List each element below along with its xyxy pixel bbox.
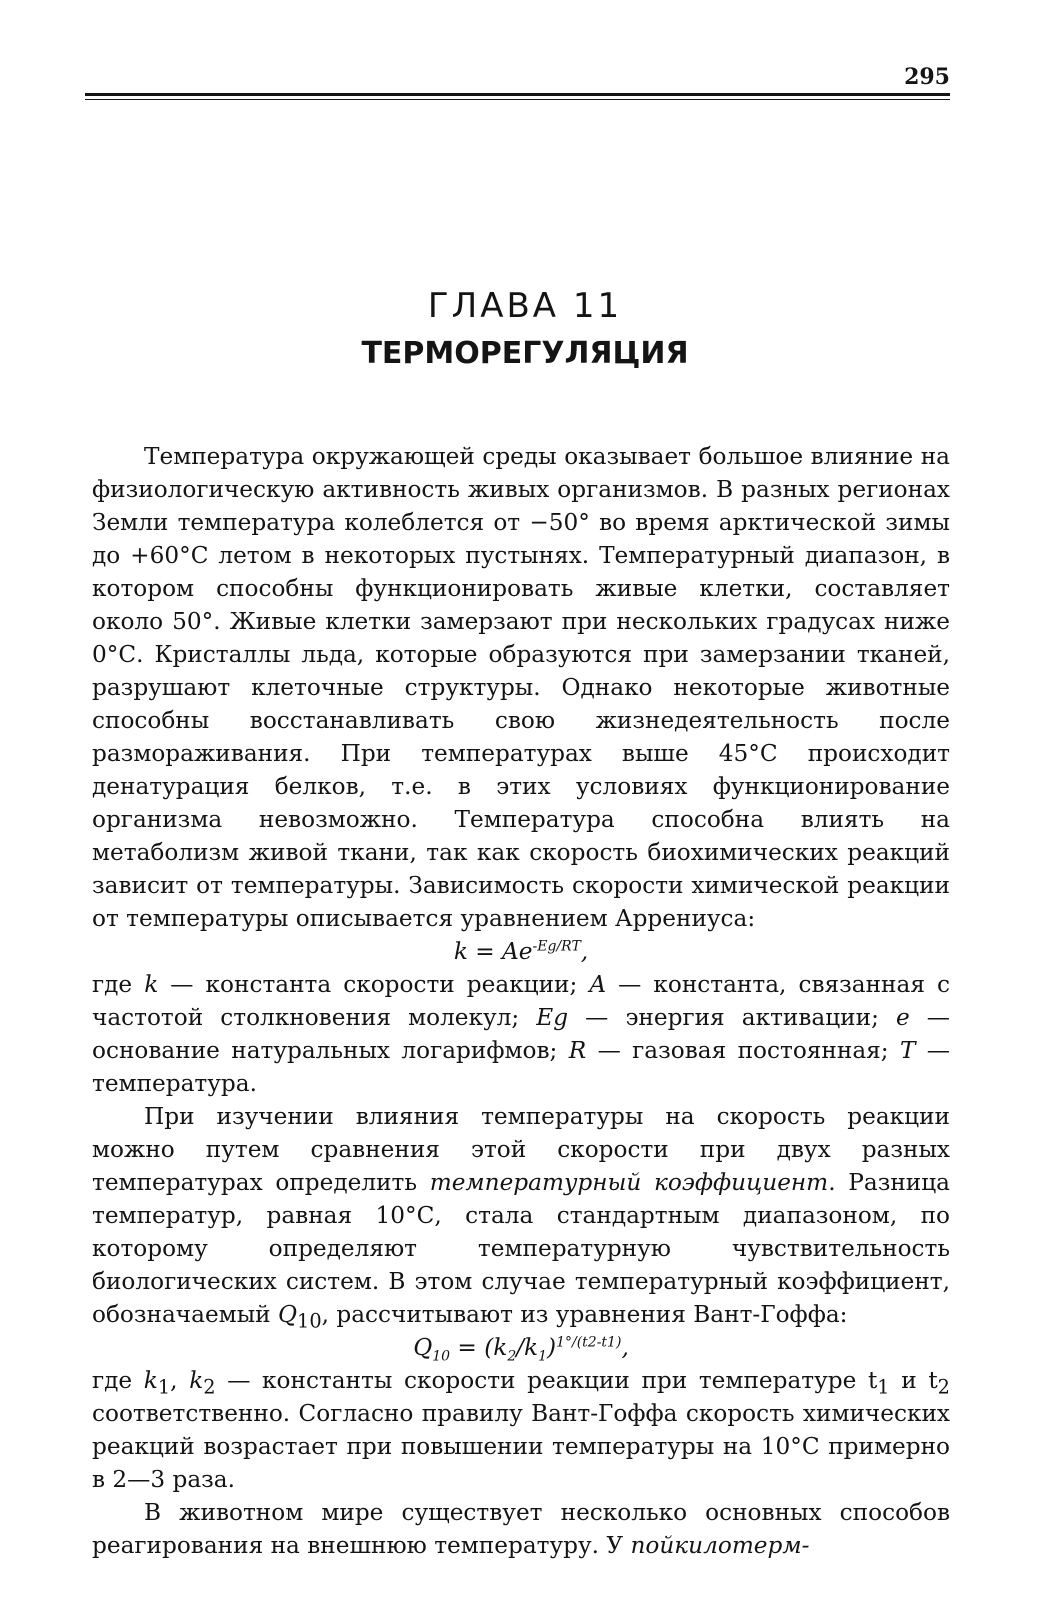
formula-k1: k	[524, 1334, 539, 1361]
text-span: где	[92, 1367, 144, 1394]
text-span: — энергия активации;	[568, 1004, 896, 1031]
page-number: 295	[904, 64, 950, 90]
subscript: 1	[538, 1348, 548, 1365]
subscript: 2	[507, 1348, 517, 1365]
paragraph-definitions	[92, 968, 950, 1100]
arrhenius-formula	[92, 935, 950, 968]
vant-hoff-formula	[92, 1331, 950, 1364]
text-span: соответственно. Согласно правилу Вант-Гоффа скорость химических реакций возрастает при повышении температуры на 10°С примерно в 2—3 раза.	[92, 1400, 950, 1493]
subscript: 10	[297, 1309, 322, 1333]
formula-tail: ,	[580, 938, 589, 965]
var-t: T	[899, 1037, 916, 1064]
subscript: 1	[877, 1375, 890, 1399]
subscript: 2	[203, 1375, 216, 1399]
text-span: — константа скорости реакции;	[158, 971, 590, 998]
formula-text: /	[516, 1334, 525, 1361]
text-span: — константы скорости реакции при температуре t	[215, 1367, 878, 1394]
text-span: — константа, связанная с частотой столкновения молекул;	[92, 971, 950, 1031]
text-span: ,	[170, 1367, 190, 1394]
header-rule-thin	[85, 99, 950, 100]
subscript: 2	[937, 1375, 950, 1399]
formula-exponent: 1°/(t2-t1)	[556, 1334, 622, 1351]
formula-text: )	[547, 1334, 557, 1361]
var-e: e	[895, 1004, 910, 1031]
paragraph-vant-hoff-rule	[92, 1364, 950, 1496]
var-a: A	[589, 971, 607, 998]
formula-text: = (	[450, 1334, 494, 1361]
formula-k2: k	[493, 1334, 508, 1361]
emphasis-term: температурный коэффициент	[429, 1169, 829, 1196]
var-eg: Eg	[536, 1004, 569, 1031]
chapter-title: ТЕРМОРЕГУЛЯЦИЯ	[361, 336, 689, 371]
var-k2: k	[189, 1367, 204, 1394]
subscript: 1	[157, 1375, 171, 1399]
header-rule	[85, 93, 950, 96]
chapter-label: ГЛАВА 11	[427, 286, 623, 326]
var-k1: k	[143, 1367, 158, 1394]
formula-tail: ,	[621, 1334, 629, 1361]
body-text	[92, 440, 950, 1562]
text-span: . Разница температур, равная 10°С, стала стандартным диапазоном, по которому определяют температурную чувствительность биологических систем. В этом случае температурный коэффициент, обозначаемый	[92, 1169, 950, 1328]
paragraph-temperature-coefficient	[92, 1100, 950, 1331]
text-span: , рассчитывают из уравнения Вант-Гоффа:	[321, 1301, 848, 1328]
formula-q: Q	[413, 1334, 433, 1361]
subscript: 10	[432, 1348, 451, 1365]
text-span: При изучении влияния температуры на скорость реакции можно путем сравнения этой скорости при двух разных температурах определить	[92, 1103, 950, 1196]
var-r: R	[568, 1037, 587, 1064]
text-span: где	[92, 971, 145, 998]
paragraph-responses	[92, 1496, 950, 1562]
text-span: — газовая постоянная;	[586, 1037, 900, 1064]
text-span: и t	[889, 1367, 938, 1394]
paragraph-intro: Температура окружающей среды оказывает большое влияние на физиологическую активность живых организмов. В разных регионах Земли температура колеблется от −50° во время арктической зимы до +60°С летом в некоторых пустынях. Температурный диапазон, в котором способны функционировать живые клетки, составляет около 50°. Живые клетки замерзают при нескольких градусах ниже 0°С. Кристаллы льда, которые образуются при замерзании тканей, разрушают клеточные структуры. Однако некоторые животные способны восстанавливать свою жизнедеятельность после размораживания. При температурах выше 45°С происходит денатурация белков, т.е. в этих условиях функционирование организма невозможно. Температура способна влиять на метаболизм живой ткани, так как скорость биохимических реакций зависит от температуры. Зависимость скорости химической реакции от температуры описывается уравнением Аррениуса:	[92, 443, 950, 932]
var-q: Q	[278, 1301, 298, 1328]
text-span: В животном мире существует несколько основных способов реагирования на внешнюю температуру. У	[92, 1499, 950, 1559]
var-k: k	[144, 971, 159, 998]
formula-base: k = Ae	[453, 938, 533, 965]
formula-exponent: -Eg/RT	[532, 938, 581, 955]
text-span: — температура.	[92, 1037, 950, 1097]
emphasis-term: пойкилотерм-	[630, 1532, 810, 1559]
text-span: — основание натуральных логарифмов;	[92, 1004, 950, 1064]
